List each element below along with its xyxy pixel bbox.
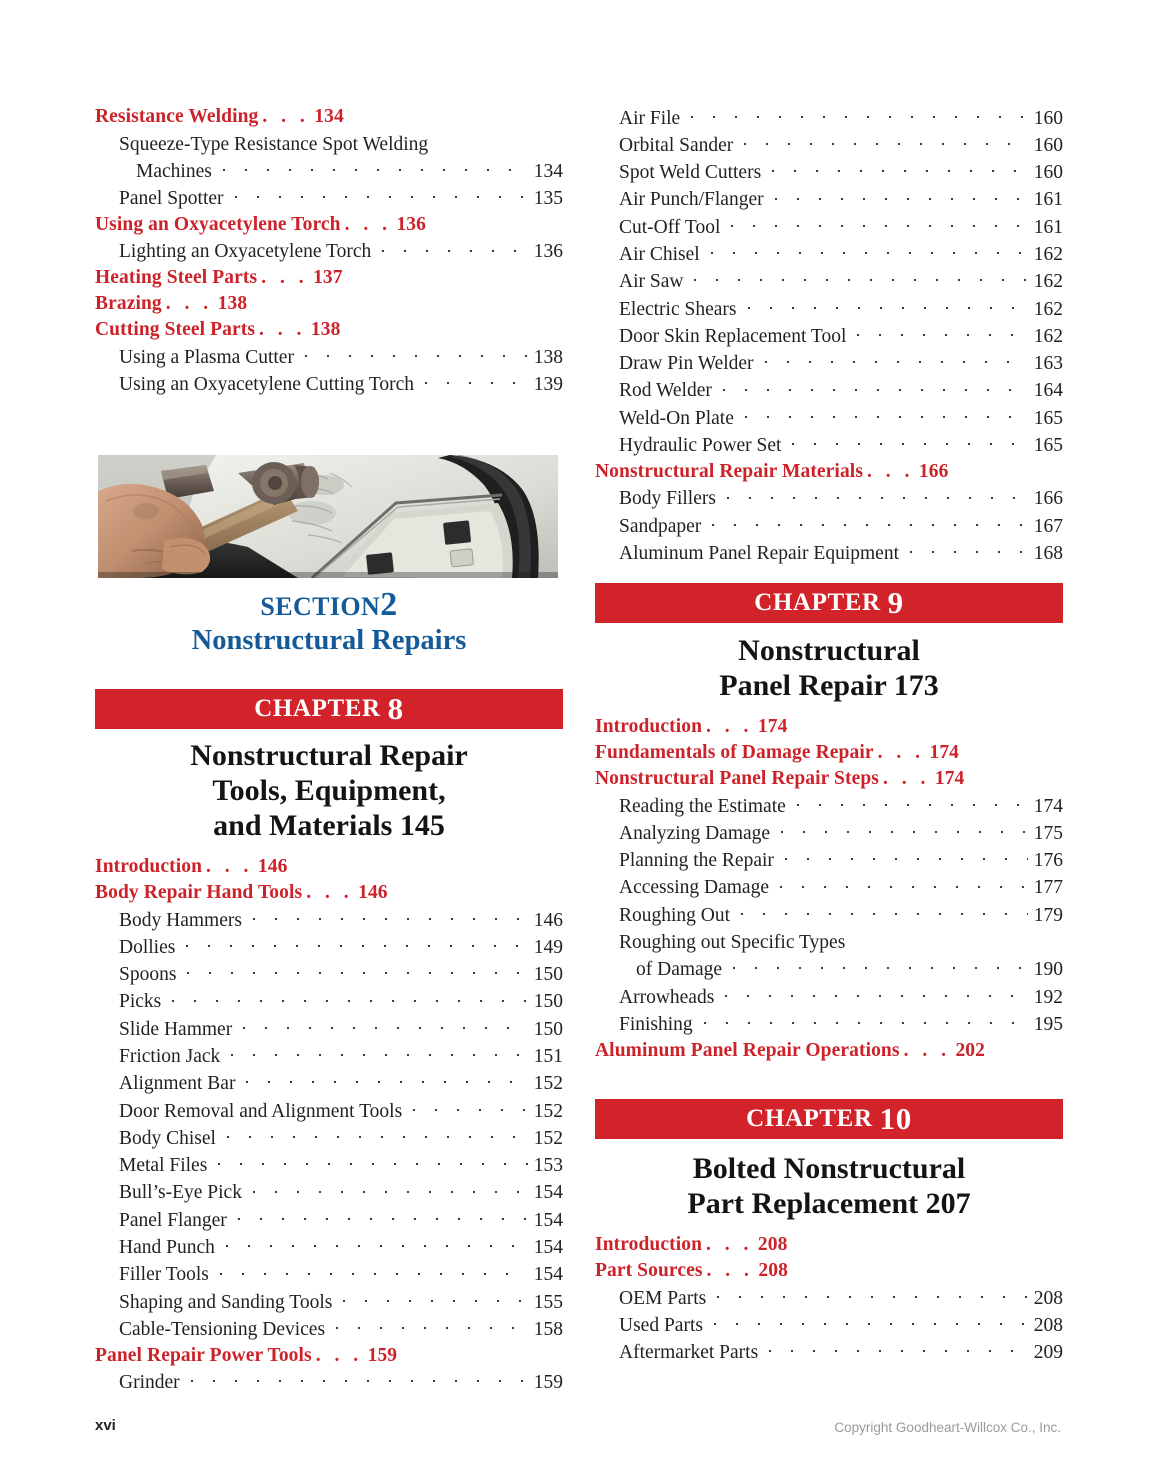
toc-leader-dots: [221, 1042, 528, 1062]
chapter-9-banner-number: 9: [887, 584, 904, 620]
toc-leader-dots: [775, 847, 1028, 867]
toc-leader-dots: [734, 131, 1028, 151]
toc-leader-dots: [210, 1261, 528, 1281]
toc-leader-dots: [731, 901, 1028, 921]
toc-entry-level2[interactable]: [619, 213, 1063, 240]
toc-entry-title: Finishing: [619, 1013, 693, 1035]
toc-leader-dots: . . .: [877, 742, 925, 763]
toc-entry-page: 166: [1033, 488, 1063, 510]
toc-entry-title: Resistance Welding: [95, 106, 259, 127]
chapter-9-entries: [595, 714, 1063, 1064]
toc-entry-page: 152: [533, 1127, 563, 1149]
toc-entry-title: Using an Oxyacetylene Cutting Torch: [119, 373, 415, 395]
toc-leader-dots: [225, 185, 528, 205]
toc-entry-page: 159: [367, 1344, 398, 1366]
toc-leader-dots: . . .: [315, 1344, 363, 1366]
toc-leader-dots: [228, 1206, 528, 1226]
toc-entry-level2[interactable]: [619, 1311, 1063, 1338]
toc-leader-dots: . . .: [262, 106, 310, 127]
chapter-8-title-line-1: Nonstructural Repair: [190, 739, 468, 772]
toc-entry-level2[interactable]: [119, 343, 563, 370]
chapter-10-title: [595, 1151, 1063, 1221]
toc-entry-page: 165: [1033, 407, 1063, 429]
toc-entry-title: Electric Shears: [619, 298, 737, 320]
toc-entry-page: 174: [929, 742, 960, 763]
toc-leader-dots: [333, 1288, 528, 1308]
toc-entry-level2[interactable]: [619, 874, 1063, 901]
toc-entry-level1[interactable]: [95, 104, 563, 130]
toc-entry-page: 159: [533, 1372, 563, 1394]
toc-entry-page: 168: [1033, 542, 1063, 564]
toc-entry-page: 195: [1033, 1013, 1063, 1035]
toc-entry-page: 138: [310, 319, 341, 341]
toc-entry-level2[interactable]: [119, 185, 563, 212]
toc-leader-dots: . . .: [261, 267, 309, 289]
toc-entry-level2[interactable]: [619, 1339, 1063, 1366]
toc-entry-level2[interactable]: [619, 186, 1063, 213]
toc-entry-title: Roughing Out: [619, 904, 731, 926]
toc-entry-level2[interactable]: [119, 961, 563, 988]
toc-entry-page: 162: [1033, 325, 1063, 347]
toc-entry-level2[interactable]: [619, 322, 1063, 349]
toc-entry-title: Using a Plasma Cutter: [119, 346, 294, 368]
page-folio: xvi: [95, 1417, 116, 1434]
toc-leader-dots: [704, 1311, 1028, 1331]
toc-leader-dots: [403, 1097, 528, 1117]
toc-entry-title: of Damage: [636, 959, 723, 981]
toc-leader-dots: [181, 1369, 528, 1389]
toc-leader-dots: [900, 539, 1028, 559]
toc-leader-dots: [707, 1284, 1028, 1304]
toc-entry-level1[interactable]: [595, 1258, 1063, 1284]
toc-leader-dots: [233, 1015, 528, 1035]
right-continued-entries: [595, 104, 1063, 567]
toc-entry-page: 154: [533, 1237, 563, 1259]
toc-entry-page: 208: [757, 1234, 788, 1255]
toc-entry-title: Panel Repair Power Tools: [95, 1344, 312, 1366]
chapter-10-entries: [595, 1232, 1063, 1366]
toc-entry-page: 136: [533, 241, 563, 263]
toc-entry-title: Draw Pin Welder: [619, 353, 754, 375]
toc-leader-dots: [787, 792, 1028, 812]
toc-entry-title: Grinder: [119, 1372, 180, 1394]
toc-entry-page: 164: [1033, 380, 1063, 402]
toc-entry-page: 154: [533, 1182, 563, 1204]
toc-entry-level2[interactable]: [119, 1124, 563, 1151]
toc-entry-level2[interactable]: [119, 1261, 563, 1288]
toc-entry-level2[interactable]: [619, 539, 1063, 566]
toc-entry-title: Slide Hammer: [119, 1018, 233, 1040]
toc-entry-title: Heating Steel Parts: [95, 267, 258, 289]
toc-entry-page: 208: [1033, 1287, 1063, 1309]
toc-entry-title: Squeeze-Type Resistance Spot Welding: [119, 133, 429, 155]
toc-entry-level1[interactable]: [95, 317, 563, 343]
toc-leader-dots: [782, 432, 1028, 452]
toc-entry-title: Fundamentals of Damage Repair: [595, 742, 874, 763]
toc-entry-level2[interactable]: [619, 377, 1063, 404]
toc-entry-level2[interactable]: [119, 1234, 563, 1261]
toc-leader-dots: [738, 295, 1029, 315]
toc-entry-title: Arrowheads: [619, 986, 715, 1008]
toc-leader-dots: . . .: [706, 1234, 753, 1255]
toc-entry-page: 152: [533, 1100, 563, 1122]
toc-entry-page: 160: [1033, 134, 1063, 156]
toc-entry-page: 174: [757, 716, 788, 737]
toc-entry-level2[interactable]: [619, 404, 1063, 431]
toc-entry-level2[interactable]: [619, 983, 1063, 1010]
toc-entry-title: Aluminum Panel Repair Operations: [595, 1039, 900, 1061]
toc-leader-dots: . . .: [259, 319, 306, 341]
toc-entry-page: 150: [533, 964, 563, 986]
toc-leader-dots: . . .: [706, 716, 753, 737]
toc-entry-level2[interactable]: [619, 819, 1063, 846]
toc-leader-dots: . . .: [306, 882, 354, 903]
toc-entry-title: Air Punch/Flanger: [619, 189, 764, 211]
toc-entry-page: 166: [918, 460, 949, 482]
toc-entry-page: 146: [533, 909, 563, 931]
toc-entry-page: 138: [533, 346, 563, 368]
toc-entry-title: Introduction: [595, 1234, 703, 1255]
toc-entry-level2[interactable]: [619, 240, 1063, 267]
toc-leader-dots: [208, 1152, 528, 1172]
toc-entry-page: 136: [396, 213, 427, 235]
left-column: [95, 104, 563, 398]
toc-entry-level2[interactable]: [619, 847, 1063, 874]
toc-leader-dots: [755, 350, 1028, 370]
toc-entry-title: Lighting an Oxyacetylene Torch: [119, 241, 372, 263]
toc-entry-level2[interactable]: [119, 238, 563, 265]
toc-leader-dots: [717, 485, 1028, 505]
toc-entry-page: 151: [533, 1045, 563, 1067]
toc-entry-level2[interactable]: [119, 1097, 563, 1124]
chapter-10-banner-number: 10: [879, 1100, 912, 1136]
toc-entry-level1[interactable]: [595, 740, 1063, 766]
section-number: 2: [380, 586, 398, 623]
toc-entry-title: Body Hammers: [119, 909, 242, 931]
toc-leader-dots: [176, 933, 528, 953]
toc-entry-level2[interactable]: [619, 295, 1063, 322]
toc-leader-dots: [715, 983, 1028, 1003]
toc-entry-page: 177: [1033, 877, 1063, 899]
toc-leader-dots: [771, 819, 1028, 839]
toc-entry-title: Sandpaper: [619, 515, 702, 537]
toc-entry-title: Filler Tools: [119, 1264, 209, 1286]
toc-leader-dots: [684, 268, 1028, 288]
toc-entry-title: Weld-On Plate: [619, 407, 734, 429]
toc-entry-level2[interactable]: [119, 1015, 563, 1042]
chapter-8-title-line-3: and Materials 145: [213, 809, 445, 842]
toc-entry-page: 162: [1033, 243, 1063, 265]
left-continued-entries: [95, 104, 563, 398]
toc-leader-dots: [236, 1070, 528, 1090]
toc-leader-dots: [162, 988, 528, 1008]
chapter-10-title-line-1: Bolted Nonstructural: [692, 1152, 966, 1185]
toc-entry-title: Cable-Tensioning Devices: [119, 1318, 326, 1340]
toc-leader-dots: [243, 906, 528, 926]
body-hammer-panel-repair-photo: [98, 455, 558, 578]
toc-entry-title: Introduction: [595, 716, 703, 737]
toc-leader-dots: . . .: [882, 768, 930, 789]
toc-leader-dots: [216, 1234, 528, 1254]
toc-entry-title: Door Skin Replacement Tool: [619, 325, 847, 347]
toc-leader-dots: [681, 104, 1028, 124]
chapter-9-title-line-1: Nonstructural: [738, 634, 920, 667]
toc-leader-dots: [415, 370, 528, 390]
toc-entry-level1[interactable]: [595, 459, 1063, 485]
toc-entry-level1[interactable]: [95, 854, 563, 880]
toc-entry-title: Body Repair Hand Tools: [95, 882, 303, 903]
toc-entry-level2[interactable]: [119, 1288, 563, 1315]
toc-leader-dots: [702, 512, 1028, 532]
toc-entry-level2[interactable]: [119, 988, 563, 1015]
section-label-line: [95, 588, 563, 623]
toc-entry-page: 134: [533, 160, 563, 182]
chapter-8-title: [95, 738, 563, 843]
toc-entry-title: Spot Weld Cutters: [619, 162, 762, 184]
toc-entry-title: Rod Welder: [619, 380, 712, 402]
toc-entry-title: Planning the Repair: [619, 850, 774, 872]
chapter-9-title-line-2: Panel Repair 173: [719, 669, 939, 702]
toc-entry-level2[interactable]: [119, 1315, 563, 1342]
toc-entry-title: Orbital Sander: [619, 134, 734, 156]
toc-entry-level2[interactable]: [619, 104, 1063, 131]
toc-entry-page: 162: [1033, 298, 1063, 320]
toc-entry-title: Brazing: [95, 293, 162, 315]
toc-entry-page: 154: [533, 1264, 563, 1286]
toc-leader-dots: . . .: [867, 460, 914, 482]
toc-entry-page: 167: [1033, 515, 1063, 537]
toc-leader-dots: [694, 1010, 1028, 1030]
toc-entry-page: 176: [1033, 850, 1063, 872]
chapter-10-banner: [595, 1099, 1063, 1139]
right-column: [595, 104, 1063, 567]
toc-entry-title: Door Removal and Alignment Tools: [119, 1100, 403, 1122]
toc-entry-level2[interactable]: [619, 432, 1063, 459]
toc-entry-page: 160: [1033, 162, 1063, 184]
toc-entry-level2[interactable]: [619, 956, 1063, 983]
toc-entry-level1[interactable]: [95, 265, 563, 291]
toc-entry-page: 179: [1033, 904, 1063, 926]
copyright-notice: Copyright Goodheart-Willcox Co., Inc.: [834, 1420, 1061, 1435]
toc-entry-page: 202: [955, 1039, 986, 1061]
toc-entry-page: 161: [1033, 216, 1063, 238]
toc-leader-dots: [735, 404, 1028, 424]
toc-entry-title: Aftermarket Parts: [619, 1342, 759, 1364]
toc-entry-page: 162: [1033, 271, 1063, 293]
toc-entry-title: Nonstructural Panel Repair Steps: [595, 768, 879, 789]
toc-entry-page: 160: [1033, 107, 1063, 129]
toc-entry-page: 174: [934, 768, 965, 789]
toc-entry-title: Cut-Off Tool: [619, 216, 721, 238]
chapter-8-entries: [95, 854, 563, 1396]
toc-entry-level1[interactable]: [95, 880, 563, 906]
toc-entry-title: Nonstructural Repair Materials: [595, 460, 864, 482]
toc-entry-title: Introduction: [95, 856, 203, 877]
toc-entry-page: 165: [1033, 435, 1063, 457]
toc-leader-dots: [372, 238, 528, 258]
toc-entry-title: Using an Oxyacetylene Torch: [95, 213, 341, 235]
toc-leader-dots: [713, 377, 1028, 397]
toc-entry-page: 208: [1033, 1314, 1063, 1336]
toc-entry-level2[interactable]: [619, 1010, 1063, 1037]
toc-entry-title: Body Fillers: [619, 488, 716, 510]
toc-entry-title: Metal Files: [119, 1155, 208, 1177]
toc-entry-title: Air Chisel: [619, 243, 700, 265]
toc-entry-level2[interactable]: [119, 1369, 563, 1396]
toc-entry-title: Dollies: [119, 936, 176, 958]
toc-entry-level2[interactable]: [119, 933, 563, 960]
toc-entry-page: 209: [1033, 1342, 1063, 1364]
toc-leader-dots: . . .: [206, 856, 253, 877]
toc-entry-level2[interactable]: [619, 159, 1063, 186]
chapter-9-banner: [595, 583, 1063, 623]
toc-entry-level2[interactable]: [119, 1070, 563, 1097]
toc-entry-level2[interactable]: [619, 485, 1063, 512]
toc-leader-dots: [762, 159, 1028, 179]
toc-entry-page: 190: [1033, 959, 1063, 981]
toc-entry-title: Air File: [619, 107, 681, 129]
toc-leader-dots: [770, 874, 1028, 894]
toc-leader-dots: [295, 343, 528, 363]
toc-entry-title: Bull’s-Eye Pick: [119, 1182, 242, 1204]
chapter-9-title: [595, 633, 1063, 703]
chapter-9-banner-label: CHAPTER: [754, 589, 881, 616]
toc-entry-level2[interactable]: [619, 350, 1063, 377]
toc-entry-page: 135: [533, 188, 563, 210]
toc-entry-page: 174: [1033, 795, 1063, 817]
section-label: SECTION: [260, 592, 381, 621]
toc-entry-level2[interactable]: [119, 1179, 563, 1206]
toc-entry-page: 138: [217, 293, 248, 315]
toc-entry-level1[interactable]: [95, 212, 563, 238]
chapter-8-banner-label: CHAPTER: [254, 695, 381, 722]
toc-leader-dots: [326, 1315, 528, 1335]
toc-entry-page: 192: [1033, 986, 1063, 1008]
chapter-8-banner-number: 8: [387, 690, 404, 726]
toc-entry-page: 158: [533, 1318, 563, 1340]
toc-entry-page: 146: [257, 856, 288, 877]
toc-leader-dots: [721, 213, 1028, 233]
toc-leader-dots: [847, 322, 1028, 342]
toc-leader-dots: . . .: [706, 1260, 754, 1281]
toc-entry-level2[interactable]: [619, 268, 1063, 295]
chapter-10-banner-label: CHAPTER: [746, 1105, 873, 1132]
toc-entry-level2[interactable]: [119, 1042, 563, 1069]
toc-entry-page: 154: [533, 1209, 563, 1231]
toc-leader-dots: [213, 157, 528, 177]
toc-leader-dots: . . .: [903, 1039, 951, 1061]
toc-entry-title: Part Sources: [595, 1260, 703, 1281]
toc-entry-level2[interactable]: [119, 130, 563, 157]
toc-entry-title: Aluminum Panel Repair Equipment: [619, 542, 899, 564]
chapter-8-banner: [95, 689, 563, 729]
toc-entry-page: 175: [1033, 822, 1063, 844]
toc-entry-title: Alignment Bar: [119, 1073, 236, 1095]
toc-entry-page: 155: [533, 1291, 563, 1313]
toc-entry-level2[interactable]: [619, 512, 1063, 539]
toc-entry-level1[interactable]: [95, 1343, 563, 1369]
toc-leader-dots: [243, 1179, 528, 1199]
toc-leader-dots: [723, 956, 1028, 976]
toc-entry-title: Panel Flanger: [119, 1209, 227, 1231]
toc-entry-title: Accessing Damage: [619, 877, 769, 899]
toc-entry-title: Machines: [136, 160, 212, 182]
toc-entry-title: Used Parts: [619, 1314, 703, 1336]
toc-entry-page: 161: [1033, 189, 1063, 211]
toc-leader-dots: [429, 130, 528, 150]
toc-entry-page: 137: [313, 267, 343, 289]
toc-entry-level1[interactable]: [595, 1232, 1063, 1258]
toc-entry-page: 146: [358, 882, 388, 903]
toc-entry-title: Hydraulic Power Set: [619, 435, 782, 457]
toc-leader-dots: [701, 240, 1028, 260]
toc-entry-level2[interactable]: [119, 1152, 563, 1179]
toc-entry-page: 150: [533, 1018, 563, 1040]
toc-entry-page: 139: [533, 373, 563, 395]
toc-entry-level1[interactable]: [595, 714, 1063, 740]
toc-entry-page: 163: [1033, 353, 1063, 375]
toc-entry-level1[interactable]: [595, 766, 1063, 792]
toc-entry-title: Friction Jack: [119, 1045, 221, 1067]
toc-entry-level2[interactable]: [619, 1284, 1063, 1311]
toc-entry-title: Picks: [119, 991, 162, 1013]
toc-leader-dots: . . .: [344, 213, 392, 235]
toc-entry-title: OEM Parts: [619, 1287, 707, 1309]
toc-entry-page: 134: [314, 106, 344, 127]
toc-entry-level2[interactable]: [619, 928, 1063, 955]
toc-entry-title: Roughing out Specific Types: [619, 931, 846, 953]
toc-entry-level2[interactable]: [119, 1206, 563, 1233]
toc-leader-dots: [177, 961, 528, 981]
toc-entry-level2[interactable]: [119, 157, 563, 184]
toc-entry-page: 153: [533, 1155, 563, 1177]
toc-entry-level1[interactable]: [95, 291, 563, 317]
toc-entry-title: Cutting Steel Parts: [95, 319, 256, 341]
toc-entry-page: 208: [758, 1260, 788, 1281]
toc-entry-level2[interactable]: [619, 901, 1063, 928]
toc-leader-dots: . . .: [165, 293, 213, 315]
toc-entry-page: 150: [533, 991, 563, 1013]
chapter-8-title-line-2: Tools, Equipment,: [212, 774, 446, 807]
toc-leader-dots: [765, 186, 1028, 206]
toc-leader-dots: [846, 928, 1028, 948]
toc-entry-level1[interactable]: [595, 1038, 1063, 1064]
toc-entry-title: Air Saw: [619, 271, 684, 293]
toc-entry-title: Reading the Estimate: [619, 795, 786, 817]
section-heading: [95, 588, 563, 655]
toc-leader-dots: [759, 1339, 1028, 1359]
section-title: Nonstructural Repairs: [191, 624, 467, 656]
toc-entry-page: 149: [533, 936, 563, 958]
toc-entry-title: Hand Punch: [119, 1237, 215, 1259]
toc-entry-title: Body Chisel: [119, 1127, 216, 1149]
toc-entry-page: 152: [533, 1073, 563, 1095]
toc-entry-level2[interactable]: [619, 131, 1063, 158]
toc-leader-dots: [217, 1124, 528, 1144]
toc-entry-title: Shaping and Sanding Tools: [119, 1291, 333, 1313]
toc-entry-title: Analyzing Damage: [619, 822, 771, 844]
toc-entry-level2[interactable]: [619, 792, 1063, 819]
toc-entry-level2[interactable]: [119, 370, 563, 397]
toc-entry-title: Panel Spotter: [119, 188, 224, 210]
chapter-10-title-line-2: Part Replacement 207: [687, 1187, 971, 1220]
toc-entry-title: Spoons: [119, 964, 177, 986]
toc-entry-level2[interactable]: [119, 906, 563, 933]
